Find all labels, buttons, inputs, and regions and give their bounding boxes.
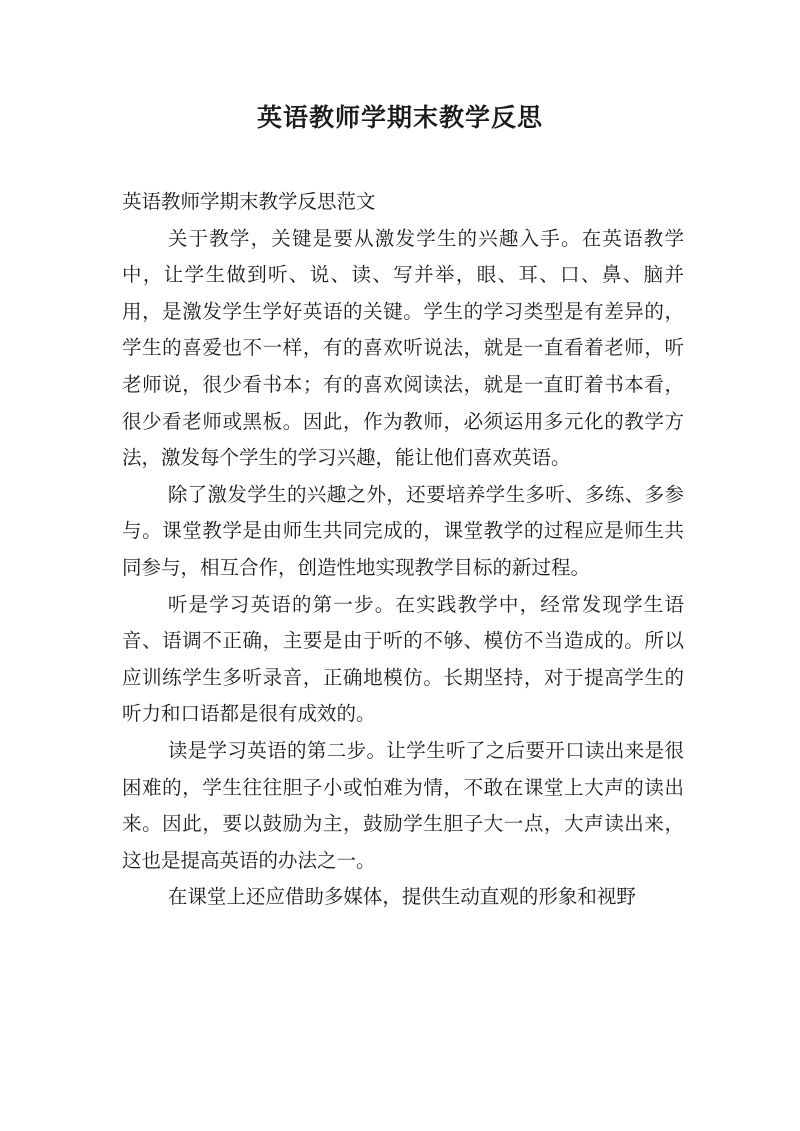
paragraph-2: 除了激发学生的兴趣之外，还要培养学生多听、多练、多参与。课堂教学是由师生共同完成的，课堂教学的过程应是师生共同参与，相互合作，创造性地实现教学目标的新过程。 [122,482,684,579]
paragraph-3: 听是学习英语的第一步。在实践教学中，经常发现学生语音、语调不正确，主要是由于听的不够、模仿不当造成的。所以应训练学生多听录音，正确地模仿。长期坚持，对于提高学生的听力和口语都是很有成效的。 [122,592,684,726]
paragraph-5: 在课堂上还应借助多媒体，提供生动直观的形象和视野 [167,885,636,909]
paragraph-4: 读是学习英语的第二步。让学生听了之后要开口读出来是很困难的，学生往往胆子小或怕难为情，不敢在课堂上大声的读出来。因此，要以鼓励为主，鼓励学生胆子大一点，大声读出来，这也是提高英语的办法之一。 [122,738,684,872]
page-title: 英语教师学期末教学反思 [256,103,543,132]
document-body [122,184,684,916]
paragraph-1: 关于教学，关键是要从激发学生的兴趣入手。在英语教学中，让学生做到听、说、读、写并举，眼、耳、口、鼻、脑并用，是激发学生学好英语的关键。学生的学习类型是有差异的，学生的喜爱也不一样，有的喜欢听说法，就是一直看着老师，听老师说，很少看书本；有的喜欢阅读法，就是一直盯着书本看，很少看老师或黑板。因此，作为教师，必须运用多元化的教学方法，激发每个学生的学习兴趣，能让他们喜欢英语。 [122,226,684,470]
document-subtitle: 英语教师学期末教学反思范文 [122,190,376,213]
